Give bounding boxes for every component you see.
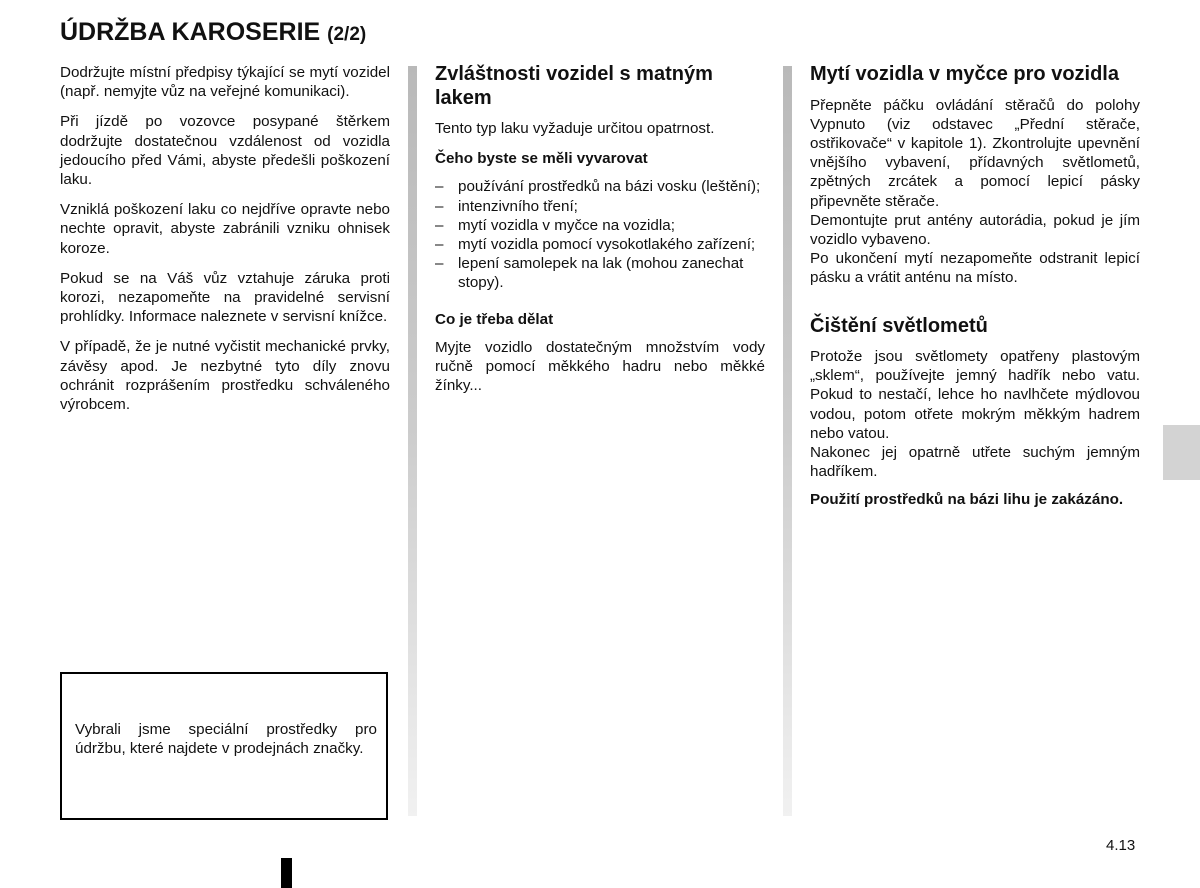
column-divider-bar [408, 66, 417, 816]
paragraph: Dodržujte místní předpisy týkající se mytí vozidel (např. nemyjte vůz na veřejné komunikaci). [60, 64, 390, 101]
section-intro: Tento typ laku vyžaduje určitou opatrnost. [435, 120, 715, 137]
page-title [60, 18, 366, 47]
text-line: Nakonec jej opatrně utřete suchým jemným hadříkem. [810, 444, 1140, 481]
section-title-matte-paint: Zvláštnosti vozidel s matným lakem [435, 63, 713, 109]
column-divider-bar [783, 66, 792, 816]
list-item: – mytí vozidla pomocí vysokotlakého zařízení; [435, 235, 765, 254]
paragraph: Pokud se na Váš vůz vztahuje záruka proti korozi, nezapomeňte na pravidelné servisní prohlídky. Informace naleznete v servisní knížce. [60, 269, 390, 326]
text-line: Po ukončení mytí nezapomeňte odstranit lepicí pásku a vrátit anténu na místo. [810, 250, 1140, 287]
section-edge-tab [1163, 425, 1200, 480]
print-crop-mark [281, 858, 292, 888]
paragraph: Při jízdě po vozovce posypané štěrkem dodržujte dostatečnou vzdálenost od vozidla jedoucího před Vámi, abyste předešli poškození laku. [60, 113, 390, 189]
car-wash-text [810, 96, 1140, 288]
section-title-headlights: Čištění světlometů [810, 314, 988, 337]
list-item: – mytí vozidla v myčce na vozidla; [435, 216, 765, 235]
page-number: 4.13 [1106, 837, 1136, 854]
list-item: – intenzivního tření; [435, 197, 765, 216]
page-title-text: ÚDRŽBA KAROSERIE [60, 18, 321, 46]
subsection-title-todo: Co je třeba dělat [435, 310, 554, 328]
paragraph: V případě, že je nutné vyčistit mechanické prvky, závěsy apod. Je nezbytné tyto díly znovu ochránit rozprášením prostředku schváleného výrobcem. [60, 338, 390, 414]
subsection-title-avoid: Čeho byste se měli vyvarovat [435, 150, 648, 168]
headlights-text [810, 347, 1140, 481]
text-line: Přepněte páčku ovládání stěračů do polohy Vypnuto (viz odstavec „Přední stěrače, ostřikovače“ v kapitole 1). Zkontrolujte upevnění vnějšího vybavení, přídavných světlometů, zpětných zrcátek a pomocí lepicí pásky připevněte stěrače. [810, 96, 1140, 210]
column-washing [810, 63, 1140, 521]
text-line: Protože jsou světlomety opatřeny plastovým „sklem“, používejte jemný hadřík nebo vatu. Pokud to nestačí, lehce ho navlhčete mýdlovou vodou, potom otřete mokrým měkkým hadrem nebo vatou. [810, 348, 1140, 442]
todo-text: Myjte vozidlo dostatečným množstvím vody ručně pomocí měkkého hadru nebo měkké žínky... [435, 338, 765, 395]
section-title-car-wash: Mytí vozidla v myčce pro vozidla [810, 63, 1119, 85]
note-text: Vybrali jsme speciální prostředky pro údržbu, které najdete v prodejnách značky. [75, 721, 377, 758]
paragraph: Vzniklá poškození laku co nejdříve opravte nebo nechte opravit, abyste zabránili vzniku ohnisek koroze. [60, 201, 390, 257]
list-item: – používání prostředků na bázi vosku (leštění); [435, 177, 765, 196]
page-title-suffix: (2/2) [327, 24, 367, 45]
list-item: – lepení samolepek na lak (mohou zanechat stopy). [435, 254, 765, 292]
alcohol-warning: Použití prostředků na bázi lihu je zakázáno. [810, 491, 1124, 509]
note-box [60, 672, 388, 820]
text-line: Demontujte prut antény autorádia, pokud je jím vozidlo vybaveno. [810, 211, 1140, 248]
column-general-advice [60, 63, 390, 425]
avoid-list [435, 177, 765, 292]
column-matte-paint [435, 63, 765, 406]
